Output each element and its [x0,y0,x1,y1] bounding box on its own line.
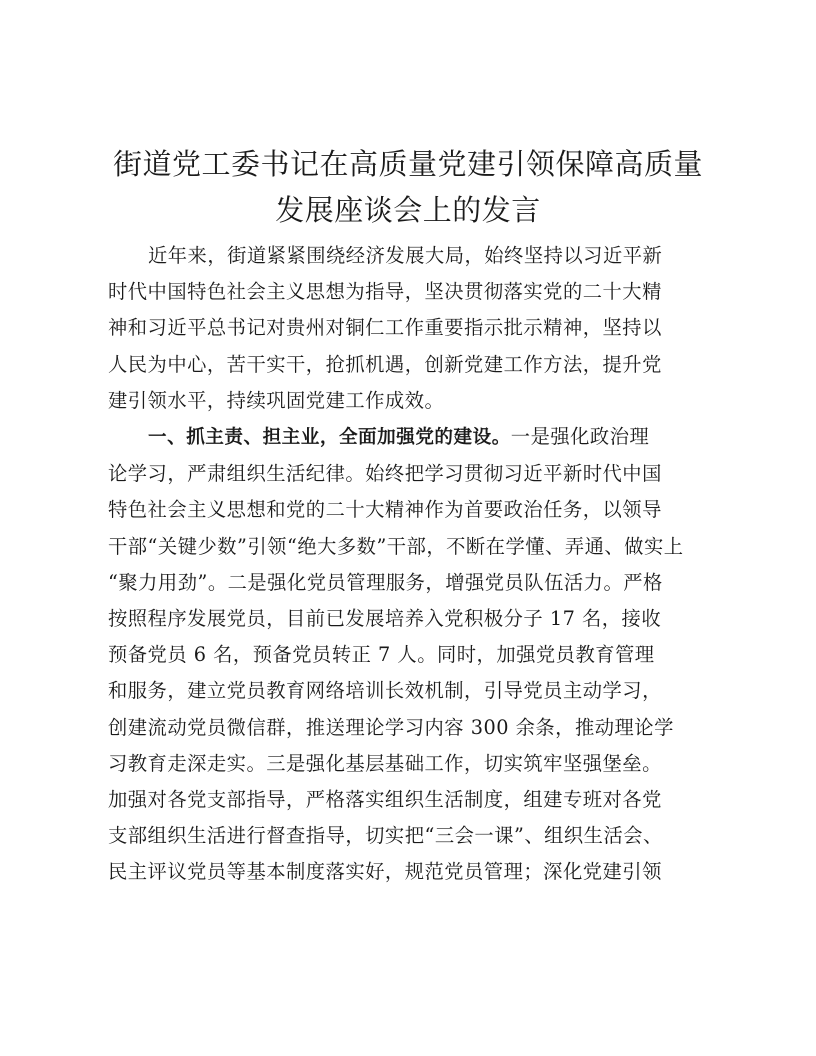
section-heading: 一、抓主责、担主业，全面加强党的建设。 [148,427,511,449]
document-title [96,141,720,233]
title-line: 发展座谈会上的发言 [275,193,541,227]
paragraph-line: 预备党员 6 名，预备党员转正 7 人。同时，加强党员教育管理 [108,643,655,667]
paragraph-line: 神和习近平总书记对贵州对铜仁工作重要指示批示精神，坚持以 [108,316,662,340]
paragraph-line: 民主评议党员等基本制度落实好，规范党员管理；深化党建引领 [108,860,662,884]
document-body [108,238,714,891]
paragraph-line: “聚力用劲”。二是强化党员管理服务，增强党员队伍活力。严格 [108,570,663,594]
paragraph-line [108,419,714,456]
paragraph-line: 特色社会主义思想和党的二十大精神作为首要政治任务，以领导 [108,498,662,522]
paragraph-line: 人民为中心，苦干实干，抢抓机遇，创新党建工作方法，提升党 [108,352,662,376]
paragraph-line: 加强对各党支部指导，严格落实组织生活制度，组建专班对各党 [108,788,662,812]
title-line: 街道党工委书记在高质量党建引领保障高质量 [112,147,703,181]
paragraph-line: 习教育走深走实。三是强化基层基础工作，切实筑牢坚强堡垒。 [108,751,662,775]
paragraph-line: 论学习，严肃组织生活纪律。始终把学习贯彻习近平新时代中国 [108,462,662,486]
paragraph-line-rest: 一是强化政治理 [510,425,650,449]
paragraph-line: 时代中国特色社会主义思想为指导，坚决贯彻落实党的二十大精 [108,280,662,304]
intro-paragraph [108,238,714,419]
paragraph-line: 干部“关键少数”引领“绝大多数”干部，不断在学懂、弄通、做实上 [108,534,684,558]
paragraph-line: 建引领水平，持续巩固党建工作成效。 [108,388,445,412]
paragraph-line: 支部组织生活进行督查指导，切实把“三会一课”、组织生活会、 [108,824,663,848]
paragraph-line: 按照程序发展党员，目前已发展培养入党积极分子 17 名，接收 [108,607,662,631]
section-one-paragraph [108,419,714,891]
paragraph-line: 近年来，街道紧紧围绕经济发展大局，始终坚持以习近平新 [148,244,663,267]
paragraph-line: 创建流动党员微信群，推送理论学习内容 300 余条，推动理论学 [108,715,674,739]
paragraph-line: 和服务，建立党员教育网络培训长效机制，引导党员主动学习， [108,679,662,703]
